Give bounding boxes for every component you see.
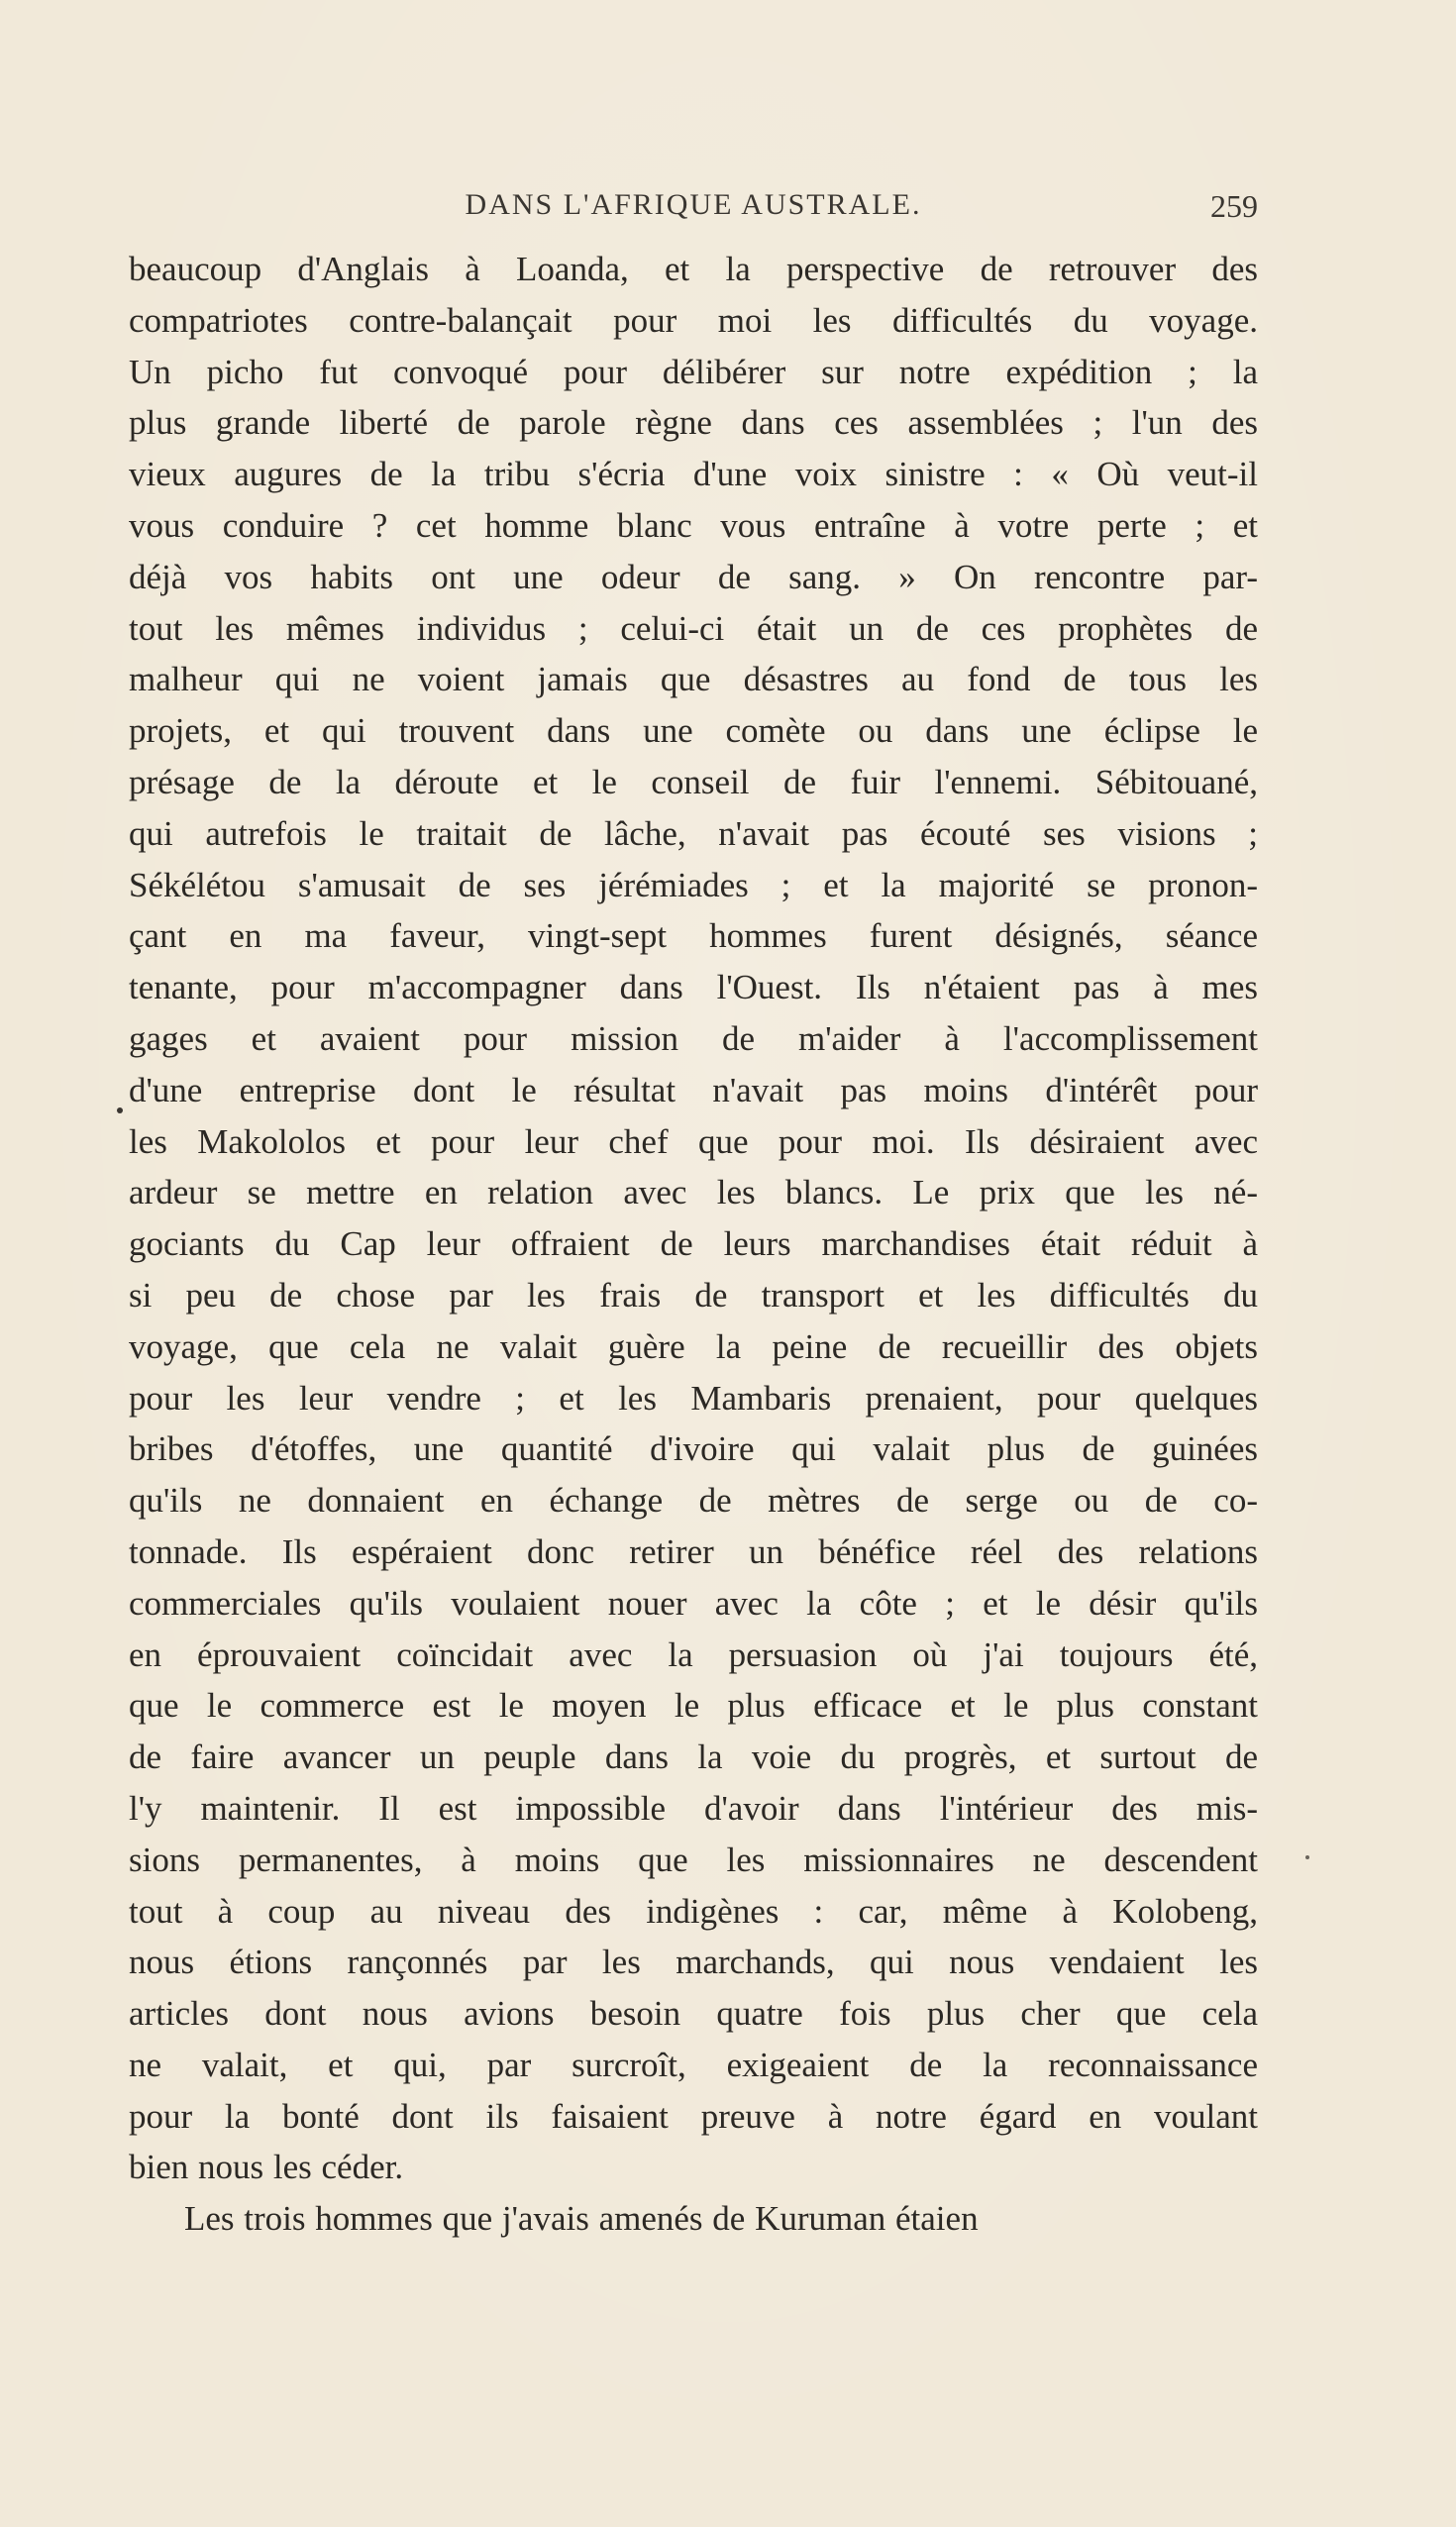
text-line: voyage, que cela ne valait guère la peine de recueillir des objets: [129, 1326, 1258, 1366]
text-line: tout les mêmes individus ; celui-ci était un de ces prophètes de: [129, 608, 1258, 648]
text-line: gages et avaient pour mission de m'aider à l'accomplissement: [129, 1018, 1258, 1058]
text-line: beaucoup d'Anglais à Loanda, et la perspective de retrouver des: [129, 250, 1258, 288]
text-line: bribes d'étoffes, une quantité d'ivoire qui valait plus de guinées: [129, 1429, 1258, 1469]
text-line: gociants du Cap leur offraient de leurs marchandises était réduit à: [129, 1224, 1258, 1264]
text-line: Un picho fut convoqué pour délibérer sur notre expédition ; la: [129, 352, 1258, 391]
text-line: en éprouvaient coïncidait avec la persuasion où j'ai toujours été,: [129, 1634, 1258, 1674]
text-line: d'une entreprise dont le résultat n'avait pas moins d'intérêt pour: [129, 1070, 1258, 1109]
body-text: [129, 244, 1258, 2245]
running-title: DANS L'AFRIQUE AUSTRALE.: [465, 188, 922, 221]
running-head: [129, 188, 1258, 228]
text-line: l'y maintenir. Il est impossible d'avoir dans l'intérieur des mis-: [129, 1788, 1258, 1828]
text-line: articles dont nous avions besoin quatre fois plus cher que cela: [129, 1994, 1258, 2034]
text-line: sions permanentes, à moins que les missionnaires ne descendent: [129, 1840, 1258, 1879]
margin-mark: [117, 1107, 123, 1113]
text-line: si peu de chose par les frais de transport et les difficultés du: [129, 1275, 1258, 1315]
text-line: commerciales qu'ils voulaient nouer avec la côte ; et le désir qu'ils: [129, 1583, 1258, 1623]
text-line: tenante, pour m'accompagner dans l'Ouest. Ils n'étaient pas à mes: [129, 968, 1258, 1007]
text-line: pour les leur vendre ; et les Mambaris prenaient, pour quelques: [129, 1378, 1258, 1418]
text-line: Sékélétou s'amusait de ses jérémiades ; et la majorité se pronon-: [129, 865, 1258, 904]
margin-speck: [1305, 1855, 1309, 1859]
text-line: tonnade. Ils espéraient donc retirer un bénéfice réel des relations: [129, 1531, 1258, 1571]
text-line: ardeur se mettre en relation avec les blancs. Le prix que les né-: [129, 1173, 1258, 1212]
text-line: déjà vos habits ont une odeur de sang. » On rencontre par-: [129, 557, 1258, 596]
text-line: de faire avancer un peuple dans la voie du progrès, et surtout de: [129, 1737, 1258, 1777]
text-line: pour la bonté dont ils faisaient preuve à notre égard en voulant: [129, 2096, 1258, 2136]
page-number: 259: [1210, 188, 1258, 224]
text-line: vieux augures de la tribu s'écria d'une voix sinistre : « Où veut-il: [129, 455, 1258, 494]
text-line: ne valait, et qui, par surcroît, exigeaient de la reconnaissance: [129, 2045, 1258, 2084]
text-line: plus grande liberté de parole règne dans ces assemblées ; l'un des: [129, 403, 1258, 443]
paragraph-end-line: bien nous les céder.: [129, 2148, 404, 2187]
text-line: projets, et qui trouvent dans une comète ou dans une éclipse le: [129, 711, 1258, 751]
paragraph-start-line: Les trois hommes que j'avais amenés de Kuruman étaien: [184, 2199, 979, 2239]
text-line: vous conduire ? cet homme blanc vous entraîne à votre perte ; et: [129, 505, 1258, 545]
text-line: malheur qui ne voient jamais que désastres au fond de tous les: [129, 660, 1258, 699]
text-line: présage de la déroute et le conseil de fuir l'ennemi. Sébitouané,: [129, 762, 1258, 801]
text-line: qu'ils ne donnaient en échange de mètres de serge ou de co-: [129, 1481, 1258, 1521]
text-line: çant en ma faveur, vingt-sept hommes furent désignés, séance: [129, 916, 1258, 956]
text-line: les Makololos et pour leur chef que pour moi. Ils désiraient avec: [129, 1121, 1258, 1161]
text-line: tout à coup au niveau des indigènes : car, même à Kolobeng,: [129, 1891, 1258, 1931]
text-line: que le commerce est le moyen le plus efficace et le plus constant: [129, 1686, 1258, 1726]
text-line: nous étions rançonnés par les marchands, qui nous vendaient les: [129, 1943, 1258, 1982]
text-line: qui autrefois le traitait de lâche, n'avait pas écouté ses visions ;: [129, 813, 1258, 853]
text-line: compatriotes contre-balançait pour moi les difficultés du voyage.: [129, 300, 1258, 340]
